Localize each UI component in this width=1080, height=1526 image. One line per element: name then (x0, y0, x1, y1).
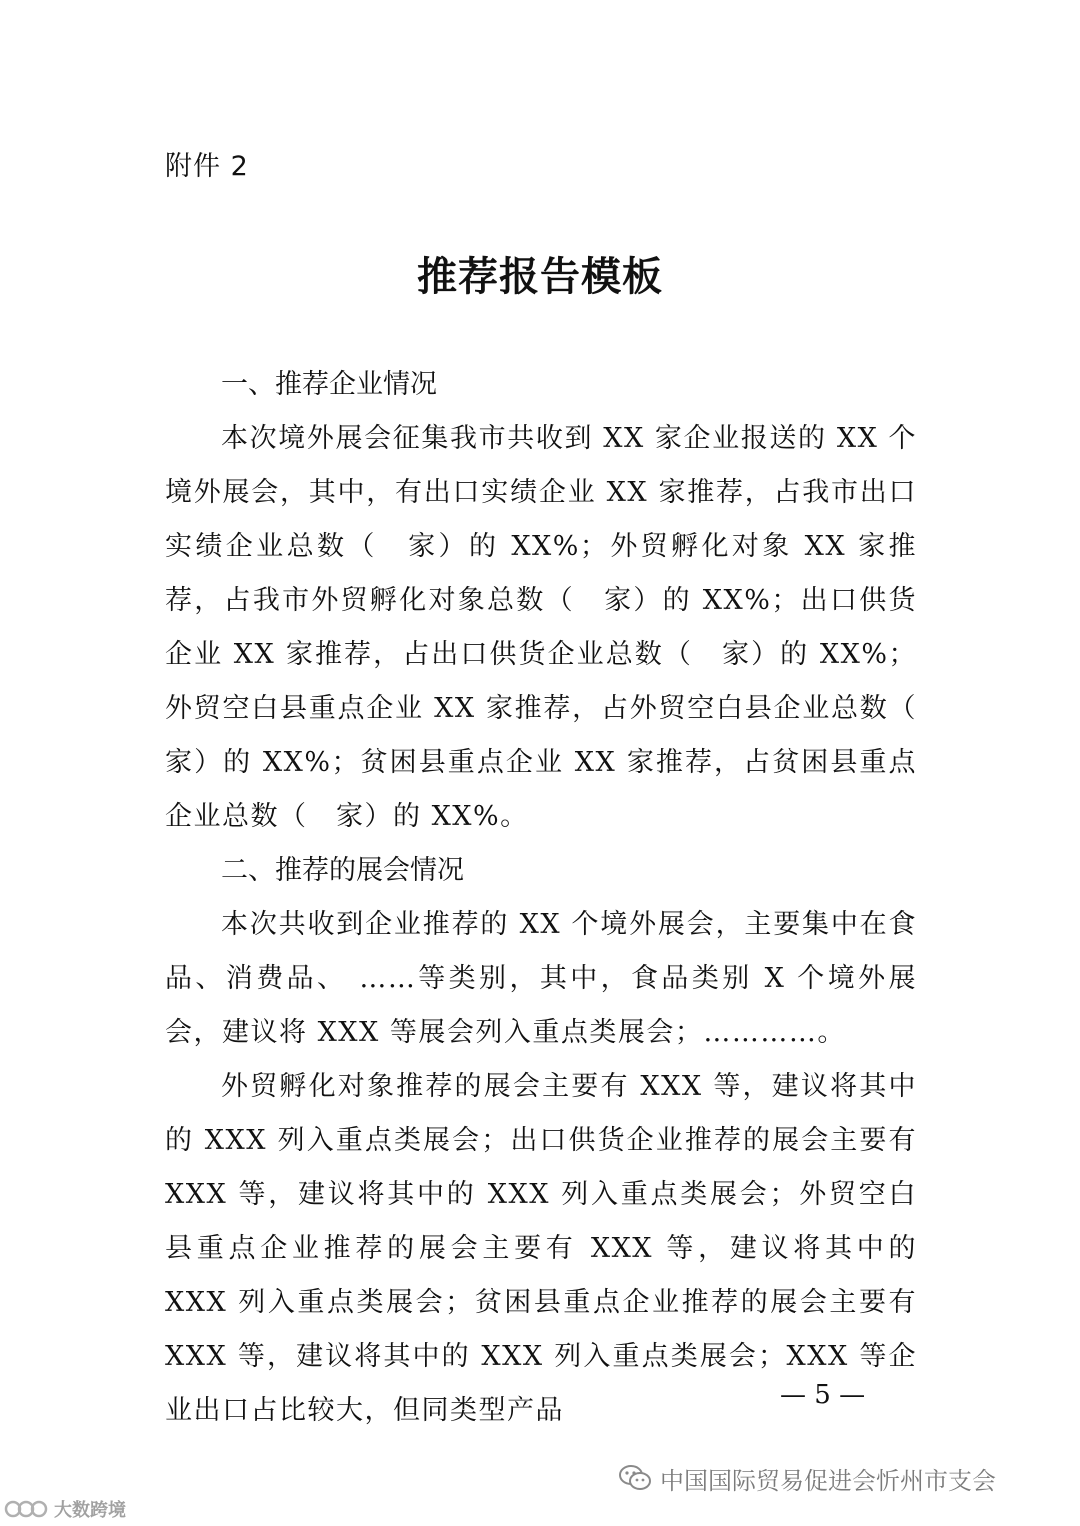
section-heading-1: 一、推荐企业情况 (221, 369, 437, 400)
section-2-paragraph-1: 本次共收到企业推荐的 XX 个境外展会，主要集中在食品、消费品、 ……等类别，其中，食品类别 X 个境外展会，建议将 XXX 等展会列入重点类展会；…………。 (165, 909, 917, 1048)
document-body (165, 358, 946, 1438)
section-2-paragraph-2: 外贸孵化对象推荐的展会主要有 XXX 等，建议将其中的 XXX 列入重点类展会；出口供货企业推荐的展会主要有 XXX 等，建议将其中的 XXX 列入重点类展会；外贸空白县重点企业推荐的展会主要有 XXX 等，建议将其中的 XXX 列入重点类展会；贫困县重点企业推荐的展会主要有 XXX 等，建议将其中的 XXX 列入重点类展会；XXX 等企业出口占比较大，但同类型产品 (165, 1071, 917, 1426)
watermark (618, 1460, 996, 1496)
corner-logo (4, 1496, 126, 1522)
section-1-paragraph-1: 本次境外展会征集我市共收到 XX 家企业报送的 XX 个境外展会，其中，有出口实绩企业 XX 家推荐，占我市出口实绩企业总数（ 家）的 XX%；外贸孵化对象 XX 家推荐，占我市外贸孵化对象总数（ 家）的 XX%；出口供货企业 XX 家推荐，占出口供货企业总数（ 家）的 XX%；外贸空白县重点企业 XX 家推荐，占外贸空白县企业总数（ 家）的 XX%；贫困县重点企业 XX 家推荐，占贫困县重点企业总数（ 家）的 XX%。 (165, 423, 946, 832)
logo-icon (4, 1498, 50, 1520)
attachment-label: 附件 2 (165, 151, 249, 182)
section-heading-2: 二、推荐的展会情况 (221, 855, 464, 886)
wechat-icon (618, 1463, 652, 1493)
document-title: 推荐报告模板 (417, 253, 663, 300)
watermark-text: 中国国际贸易促进会忻州市支会 (660, 1466, 996, 1495)
page-number: — 5 — (780, 1380, 866, 1410)
corner-logo-text: 大数跨境 (54, 1500, 126, 1521)
